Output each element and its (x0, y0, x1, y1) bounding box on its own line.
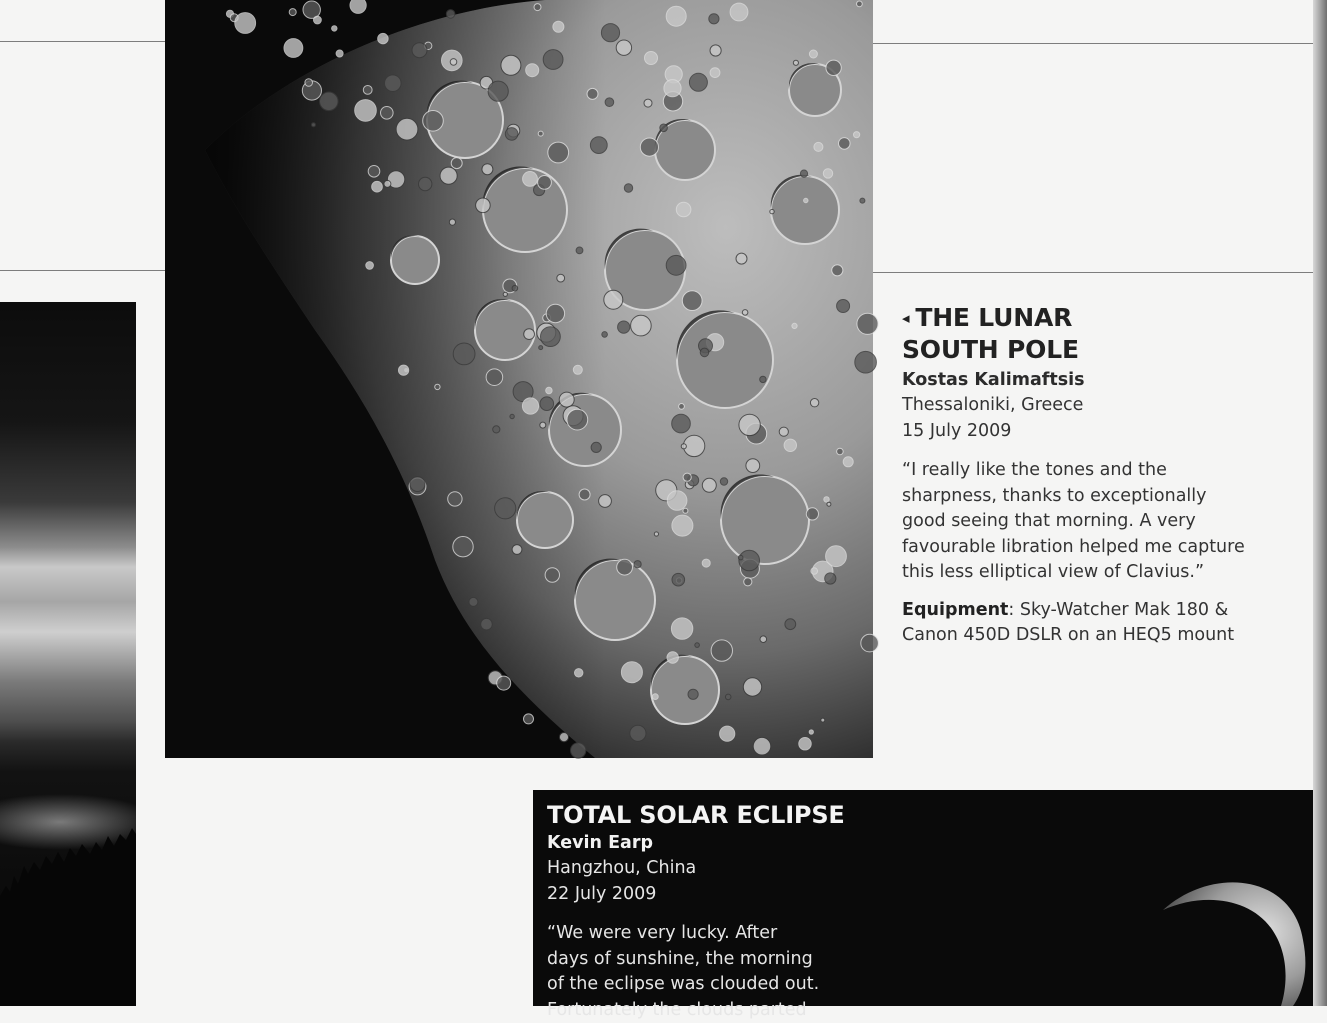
equipment-label: Equipment (902, 600, 1008, 620)
eclipse-photographer-name: Kevin Earp (547, 831, 877, 856)
small-crater (630, 725, 646, 741)
small-crater (861, 634, 879, 652)
small-crater (503, 292, 507, 296)
small-crater (336, 50, 343, 57)
lunar-caption-title (902, 302, 1282, 366)
equipment-line: Canon 450D DSLR on an HEQ5 mount (902, 623, 1282, 649)
small-crater (666, 6, 686, 26)
lunar-photographer-name: Kostas Kalimaftsis (902, 368, 1282, 393)
small-crater (546, 304, 564, 322)
small-crater (837, 300, 850, 313)
small-crater (676, 202, 691, 217)
small-crater (571, 743, 586, 758)
small-crater (739, 550, 760, 571)
small-crater (837, 448, 844, 455)
small-crater (435, 384, 440, 389)
total-solar-eclipse-panel (533, 790, 1313, 1006)
small-crater (332, 26, 337, 31)
small-crater (450, 59, 457, 66)
small-crater (618, 321, 630, 333)
small-crater (760, 636, 767, 643)
small-crater (730, 3, 748, 21)
small-crater (567, 409, 588, 430)
small-crater (573, 365, 582, 374)
crater (771, 175, 839, 244)
small-crater (449, 219, 455, 225)
small-crater (644, 99, 652, 107)
small-crater (381, 107, 394, 120)
small-crater (760, 376, 766, 382)
lunar-title-line1: THE LUNAR (915, 303, 1072, 332)
small-crater (652, 694, 658, 700)
small-crater (602, 332, 608, 338)
small-crater (811, 568, 818, 575)
small-crater (453, 343, 475, 365)
small-crater (784, 439, 796, 451)
small-crater (526, 64, 539, 77)
small-crater (634, 561, 641, 568)
small-crater (857, 313, 878, 334)
small-crater (368, 166, 380, 178)
small-crater (575, 669, 583, 677)
small-crater (396, 118, 418, 140)
small-crater (512, 545, 522, 555)
small-crater (709, 14, 719, 24)
rule-mid-left (0, 270, 166, 271)
small-crater (823, 169, 832, 178)
crater (575, 559, 655, 640)
small-crater (725, 694, 731, 700)
small-crater (559, 392, 574, 407)
small-crater (289, 9, 296, 16)
left-cropped-photo (0, 302, 136, 1006)
rule-top-left (0, 41, 166, 42)
small-crater (505, 128, 518, 141)
small-crater (744, 578, 752, 586)
small-crater (700, 348, 709, 357)
small-crater (372, 181, 383, 192)
small-crater (523, 172, 538, 187)
small-crater (814, 142, 823, 151)
small-crater (545, 568, 559, 582)
small-crater (543, 50, 563, 70)
eclipse-location: Hangzhou, China (547, 856, 877, 882)
lunar-date: 15 July 2009 (902, 419, 1282, 445)
lunar-quote-line: sharpness, thanks to exceptionally (902, 484, 1282, 510)
lunar-south-pole-photo (165, 0, 873, 758)
small-crater (736, 253, 747, 264)
small-crater (689, 73, 707, 91)
small-crater (469, 597, 478, 606)
lunar-quote-line: “I really like the tones and the (902, 458, 1282, 484)
crater (517, 491, 573, 548)
small-crater (826, 546, 847, 567)
small-crater (746, 459, 760, 473)
small-crater (702, 559, 710, 567)
small-crater (720, 726, 735, 741)
small-crater (512, 285, 518, 291)
small-crater (440, 167, 457, 184)
small-crater (695, 643, 700, 648)
small-crater (453, 537, 473, 557)
small-crater (804, 198, 808, 202)
eclipse-quote-line: of the eclipse was clouded out. (547, 972, 847, 998)
lunar-quote-line: favourable libration helped me capture (902, 535, 1282, 561)
small-crater (799, 738, 811, 750)
small-crater (654, 532, 658, 536)
small-crater (559, 733, 568, 742)
small-crater (312, 123, 316, 127)
lunar-quote-line: good seeing that morning. A very (902, 509, 1282, 535)
small-crater (591, 442, 601, 452)
small-crater (604, 290, 623, 309)
small-crater (540, 422, 546, 428)
small-crater (488, 81, 508, 101)
small-crater (854, 132, 860, 138)
small-crater (534, 4, 541, 11)
eclipse-quote-line: Fortunately the clouds parted (547, 998, 847, 1023)
eclipse-caption (547, 800, 877, 1023)
small-crater (821, 718, 825, 722)
small-crater (860, 198, 865, 203)
small-crater (683, 473, 691, 481)
small-crater (501, 55, 521, 75)
small-crater (446, 10, 455, 19)
crater (391, 235, 439, 284)
small-crater (839, 138, 851, 150)
small-crater (711, 640, 732, 661)
eclipse-crescent-image (1153, 870, 1313, 1006)
equipment-line: : Sky-Watcher Mak 180 & (1008, 600, 1228, 620)
small-crater (590, 137, 607, 154)
small-crater (702, 478, 716, 492)
small-crater (605, 98, 614, 107)
lunar-location: Thessaloniki, Greece (902, 393, 1282, 419)
small-crater (753, 737, 771, 755)
small-crater (824, 497, 829, 502)
crater (651, 655, 719, 724)
small-crater (667, 491, 687, 511)
small-crater (378, 33, 388, 43)
small-crater (579, 489, 590, 500)
small-crater (419, 177, 432, 190)
small-crater (660, 124, 668, 132)
small-crater (631, 315, 652, 336)
crater (721, 474, 809, 564)
small-crater (493, 426, 500, 433)
lunar-south-pole-caption (902, 302, 1282, 649)
small-crater (624, 184, 632, 192)
small-crater (355, 100, 377, 122)
small-crater (399, 365, 409, 375)
small-crater (843, 457, 853, 467)
small-crater (683, 508, 688, 513)
small-crater (540, 397, 554, 411)
left-arrow-icon: ◂ (902, 309, 909, 327)
lunar-equipment (902, 598, 1282, 649)
lunar-quote (902, 458, 1282, 586)
small-crater (366, 262, 374, 270)
small-crater (671, 618, 692, 639)
small-crater (497, 676, 511, 690)
small-crater (827, 502, 831, 506)
small-crater (557, 274, 565, 282)
eclipse-caption-title: TOTAL SOLAR ECLIPSE (547, 800, 877, 830)
small-crater (720, 478, 727, 485)
small-crater (486, 369, 503, 386)
small-crater (363, 86, 372, 95)
lunar-title-line2: SOUTH POLE (902, 335, 1079, 364)
moon-surface-image (165, 0, 873, 758)
small-crater (320, 92, 339, 111)
small-crater (785, 619, 796, 630)
small-crater (305, 79, 313, 87)
small-crater (284, 39, 303, 58)
eclipse-date: 22 July 2009 (547, 882, 877, 908)
small-crater (481, 618, 493, 630)
small-crater (688, 689, 698, 699)
small-crater (739, 414, 760, 435)
lunar-quote-line: this less elliptical view of Clavius.” (902, 560, 1282, 586)
small-crater (793, 60, 798, 65)
small-crater (664, 80, 681, 97)
small-crater (621, 662, 642, 683)
small-crater (792, 323, 797, 328)
small-crater (800, 170, 807, 177)
small-crater (710, 45, 721, 56)
small-crater (672, 515, 693, 536)
small-crater (616, 40, 631, 55)
small-crater (667, 652, 678, 663)
small-crater (587, 88, 598, 99)
small-crater (235, 13, 256, 34)
small-crater (482, 164, 493, 175)
small-crater (412, 43, 427, 58)
small-crater (546, 387, 552, 393)
small-crater (806, 508, 818, 520)
small-crater (617, 559, 633, 575)
small-crater (510, 414, 514, 418)
small-crater (385, 75, 402, 92)
crater (549, 393, 621, 466)
small-crater (809, 50, 817, 58)
eclipse-quote (547, 921, 847, 1023)
page-gutter-edge (1313, 0, 1327, 1006)
small-crater (672, 573, 685, 586)
rule-mid-right (873, 272, 1313, 273)
small-crater (682, 291, 702, 311)
rule-top-right (873, 43, 1313, 44)
small-crater (524, 329, 535, 340)
small-crater (384, 180, 391, 187)
small-crater (832, 265, 843, 276)
small-crater (645, 52, 658, 65)
eclipse-quote-line: “We were very lucky. After (547, 921, 847, 947)
small-crater (448, 492, 462, 506)
small-crater (599, 495, 612, 508)
small-crater (679, 404, 685, 410)
small-crater (779, 427, 788, 436)
small-crater (314, 16, 322, 24)
small-crater (553, 21, 564, 32)
small-crater (826, 60, 841, 75)
small-crater (451, 158, 462, 169)
small-crater (770, 209, 774, 213)
small-crater (410, 477, 425, 492)
small-crater (495, 498, 516, 519)
small-crater (681, 444, 686, 449)
eclipse-quote-line: days of sunshine, the morning (547, 947, 847, 973)
small-crater (810, 399, 818, 407)
small-crater (738, 555, 743, 560)
small-crater (640, 138, 658, 156)
small-crater (742, 310, 748, 316)
small-crater (541, 327, 561, 347)
small-crater (576, 247, 583, 254)
small-crater (601, 24, 619, 42)
small-crater (423, 111, 444, 132)
small-crater (809, 730, 813, 734)
small-crater (522, 398, 538, 414)
small-crater (476, 198, 491, 213)
small-crater (855, 351, 877, 373)
crater (677, 310, 773, 408)
small-crater (666, 255, 686, 275)
small-crater (710, 68, 720, 78)
treeline-silhouette (0, 716, 136, 1006)
small-crater (743, 678, 761, 696)
small-crater (538, 131, 543, 136)
small-crater (825, 573, 836, 584)
small-crater (672, 414, 691, 433)
small-crater (538, 176, 552, 190)
small-crater (524, 714, 534, 724)
small-crater (857, 1, 863, 7)
small-crater (548, 142, 569, 163)
small-crater (539, 346, 543, 350)
small-crater (350, 0, 366, 13)
